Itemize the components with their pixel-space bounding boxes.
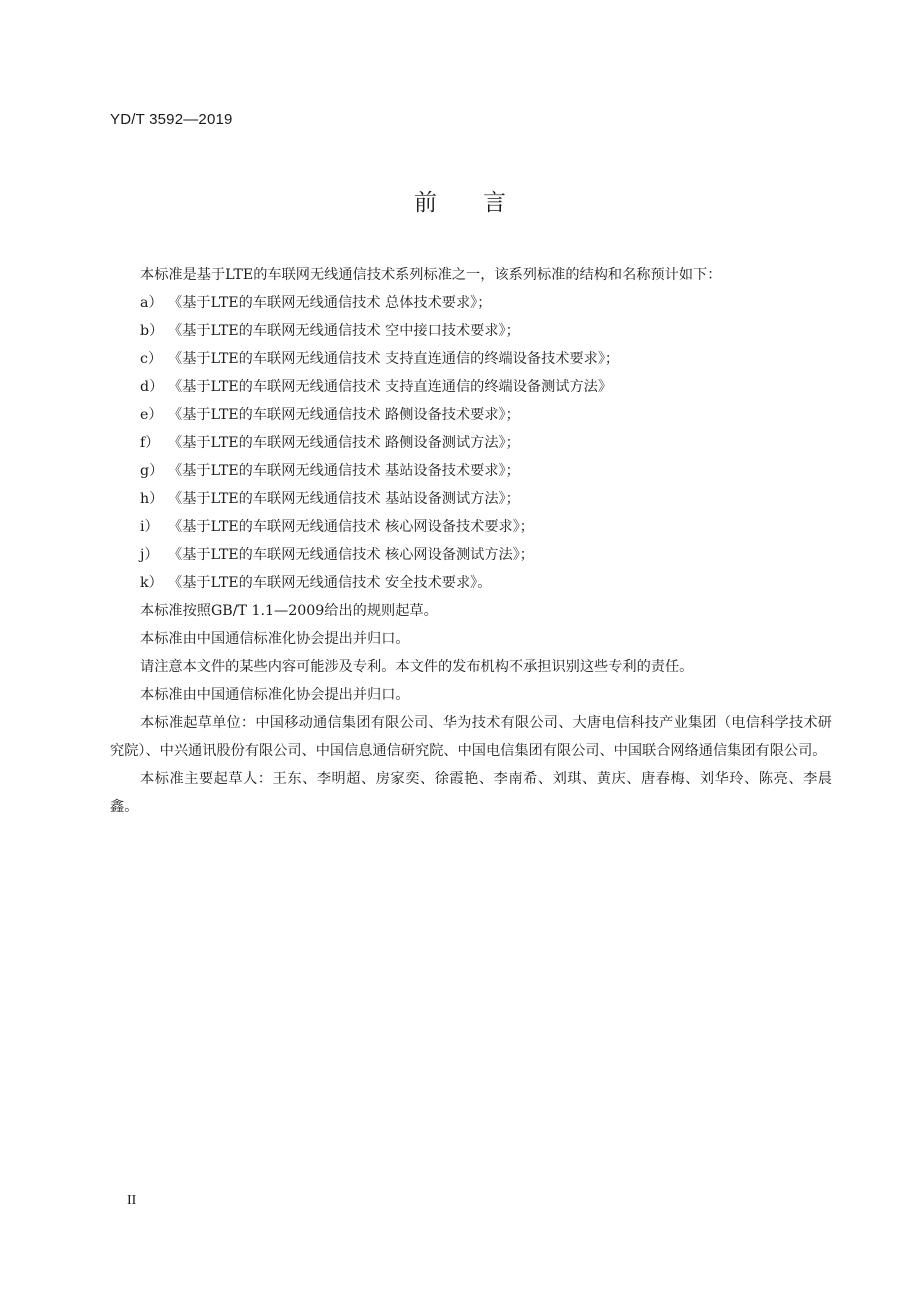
list-marker: d） — [140, 379, 164, 395]
list-item-text: 《基于LTE的车联网无线通信技术 基站设备测试方法》； — [168, 491, 520, 507]
list-marker: k） — [140, 575, 163, 591]
foreword-body — [110, 261, 832, 821]
list-item-text: 《基于LTE的车联网无线通信技术 支持直连通信的终端设备技术要求》； — [168, 351, 620, 367]
list-item — [110, 485, 832, 513]
list-marker: b） — [140, 323, 164, 339]
list-item — [110, 373, 832, 401]
list-item — [110, 457, 832, 485]
document-code: YD/T 3592—2019 — [110, 111, 233, 128]
list-item — [110, 401, 832, 429]
list-marker: g） — [140, 463, 164, 479]
list-item-text: 《基于LTE的车联网无线通信技术 总体技术要求》； — [168, 295, 492, 311]
patent-notice-paragraph: 请注意本文件的某些内容可能涉及专利。本文件的发布机构不承担识别这些专利的责任。 — [140, 659, 694, 675]
list-marker: j） — [140, 547, 159, 563]
intro-paragraph: 本标准是基于LTE的车联网无线通信技术系列标准之一，该系列标准的结构和名称预计如下： — [140, 267, 722, 283]
list-item-text: 《基于LTE的车联网无线通信技术 空中接口技术要求》； — [168, 323, 520, 339]
page-number: II — [127, 1193, 137, 1208]
list-item — [110, 541, 832, 569]
list-item — [110, 429, 832, 457]
page-title — [0, 184, 920, 217]
proposed-by-paragraph: 本标准由中国通信标准化协会提出并归口。 — [140, 631, 410, 647]
series-list — [110, 289, 832, 597]
proposed-by-repeat-paragraph: 本标准由中国通信标准化协会提出并归口。 — [140, 687, 410, 703]
list-item — [110, 513, 832, 541]
title-part-1: 前 — [414, 190, 437, 216]
list-item-text: 《基于LTE的车联网无线通信技术 基站设备技术要求》； — [168, 463, 520, 479]
list-item-text: 《基于LTE的车联网无线通信技术 支持直连通信的终端设备测试方法》 — [168, 379, 613, 395]
list-marker: a） — [140, 295, 163, 311]
drafting-units-paragraph: 本标准起草单位：中国移动通信集团有限公司、华为技术有限公司、大唐电信科技产业集团（电信科学技术研究院）、中兴通讯股份有限公司、中国信息通信研究院、中国电信集团有限公司、中国联合网络通信集团有限公司。 — [110, 715, 832, 759]
list-item-text: 《基于LTE的车联网无线通信技术 核心网设备技术要求》； — [168, 519, 534, 535]
list-item-text: 《基于LTE的车联网无线通信技术 路侧设备技术要求》； — [168, 407, 520, 423]
list-item — [110, 289, 832, 317]
list-marker: i） — [140, 519, 159, 535]
list-marker: e） — [140, 407, 163, 423]
list-marker: f） — [140, 435, 160, 451]
list-marker: c） — [140, 351, 163, 367]
drafters-paragraph: 本标准主要起草人：王东、李明超、房家奕、徐霞艳、李南希、刘琪、黄庆、唐春梅、刘华玲、陈亮、李晨鑫。 — [110, 771, 832, 815]
title-part-2: 言 — [483, 190, 506, 216]
list-item — [110, 569, 832, 597]
list-item-text: 《基于LTE的车联网无线通信技术 核心网设备测试方法》； — [168, 547, 534, 563]
list-marker: h） — [140, 491, 164, 507]
drafting-rules-paragraph: 本标准按照GB/T 1.1—2009给出的规则起草。 — [140, 603, 438, 619]
list-item-text: 《基于LTE的车联网无线通信技术 安全技术要求》。 — [168, 575, 492, 591]
list-item — [110, 317, 832, 345]
list-item-text: 《基于LTE的车联网无线通信技术 路侧设备测试方法》； — [168, 435, 520, 451]
list-item — [110, 345, 832, 373]
